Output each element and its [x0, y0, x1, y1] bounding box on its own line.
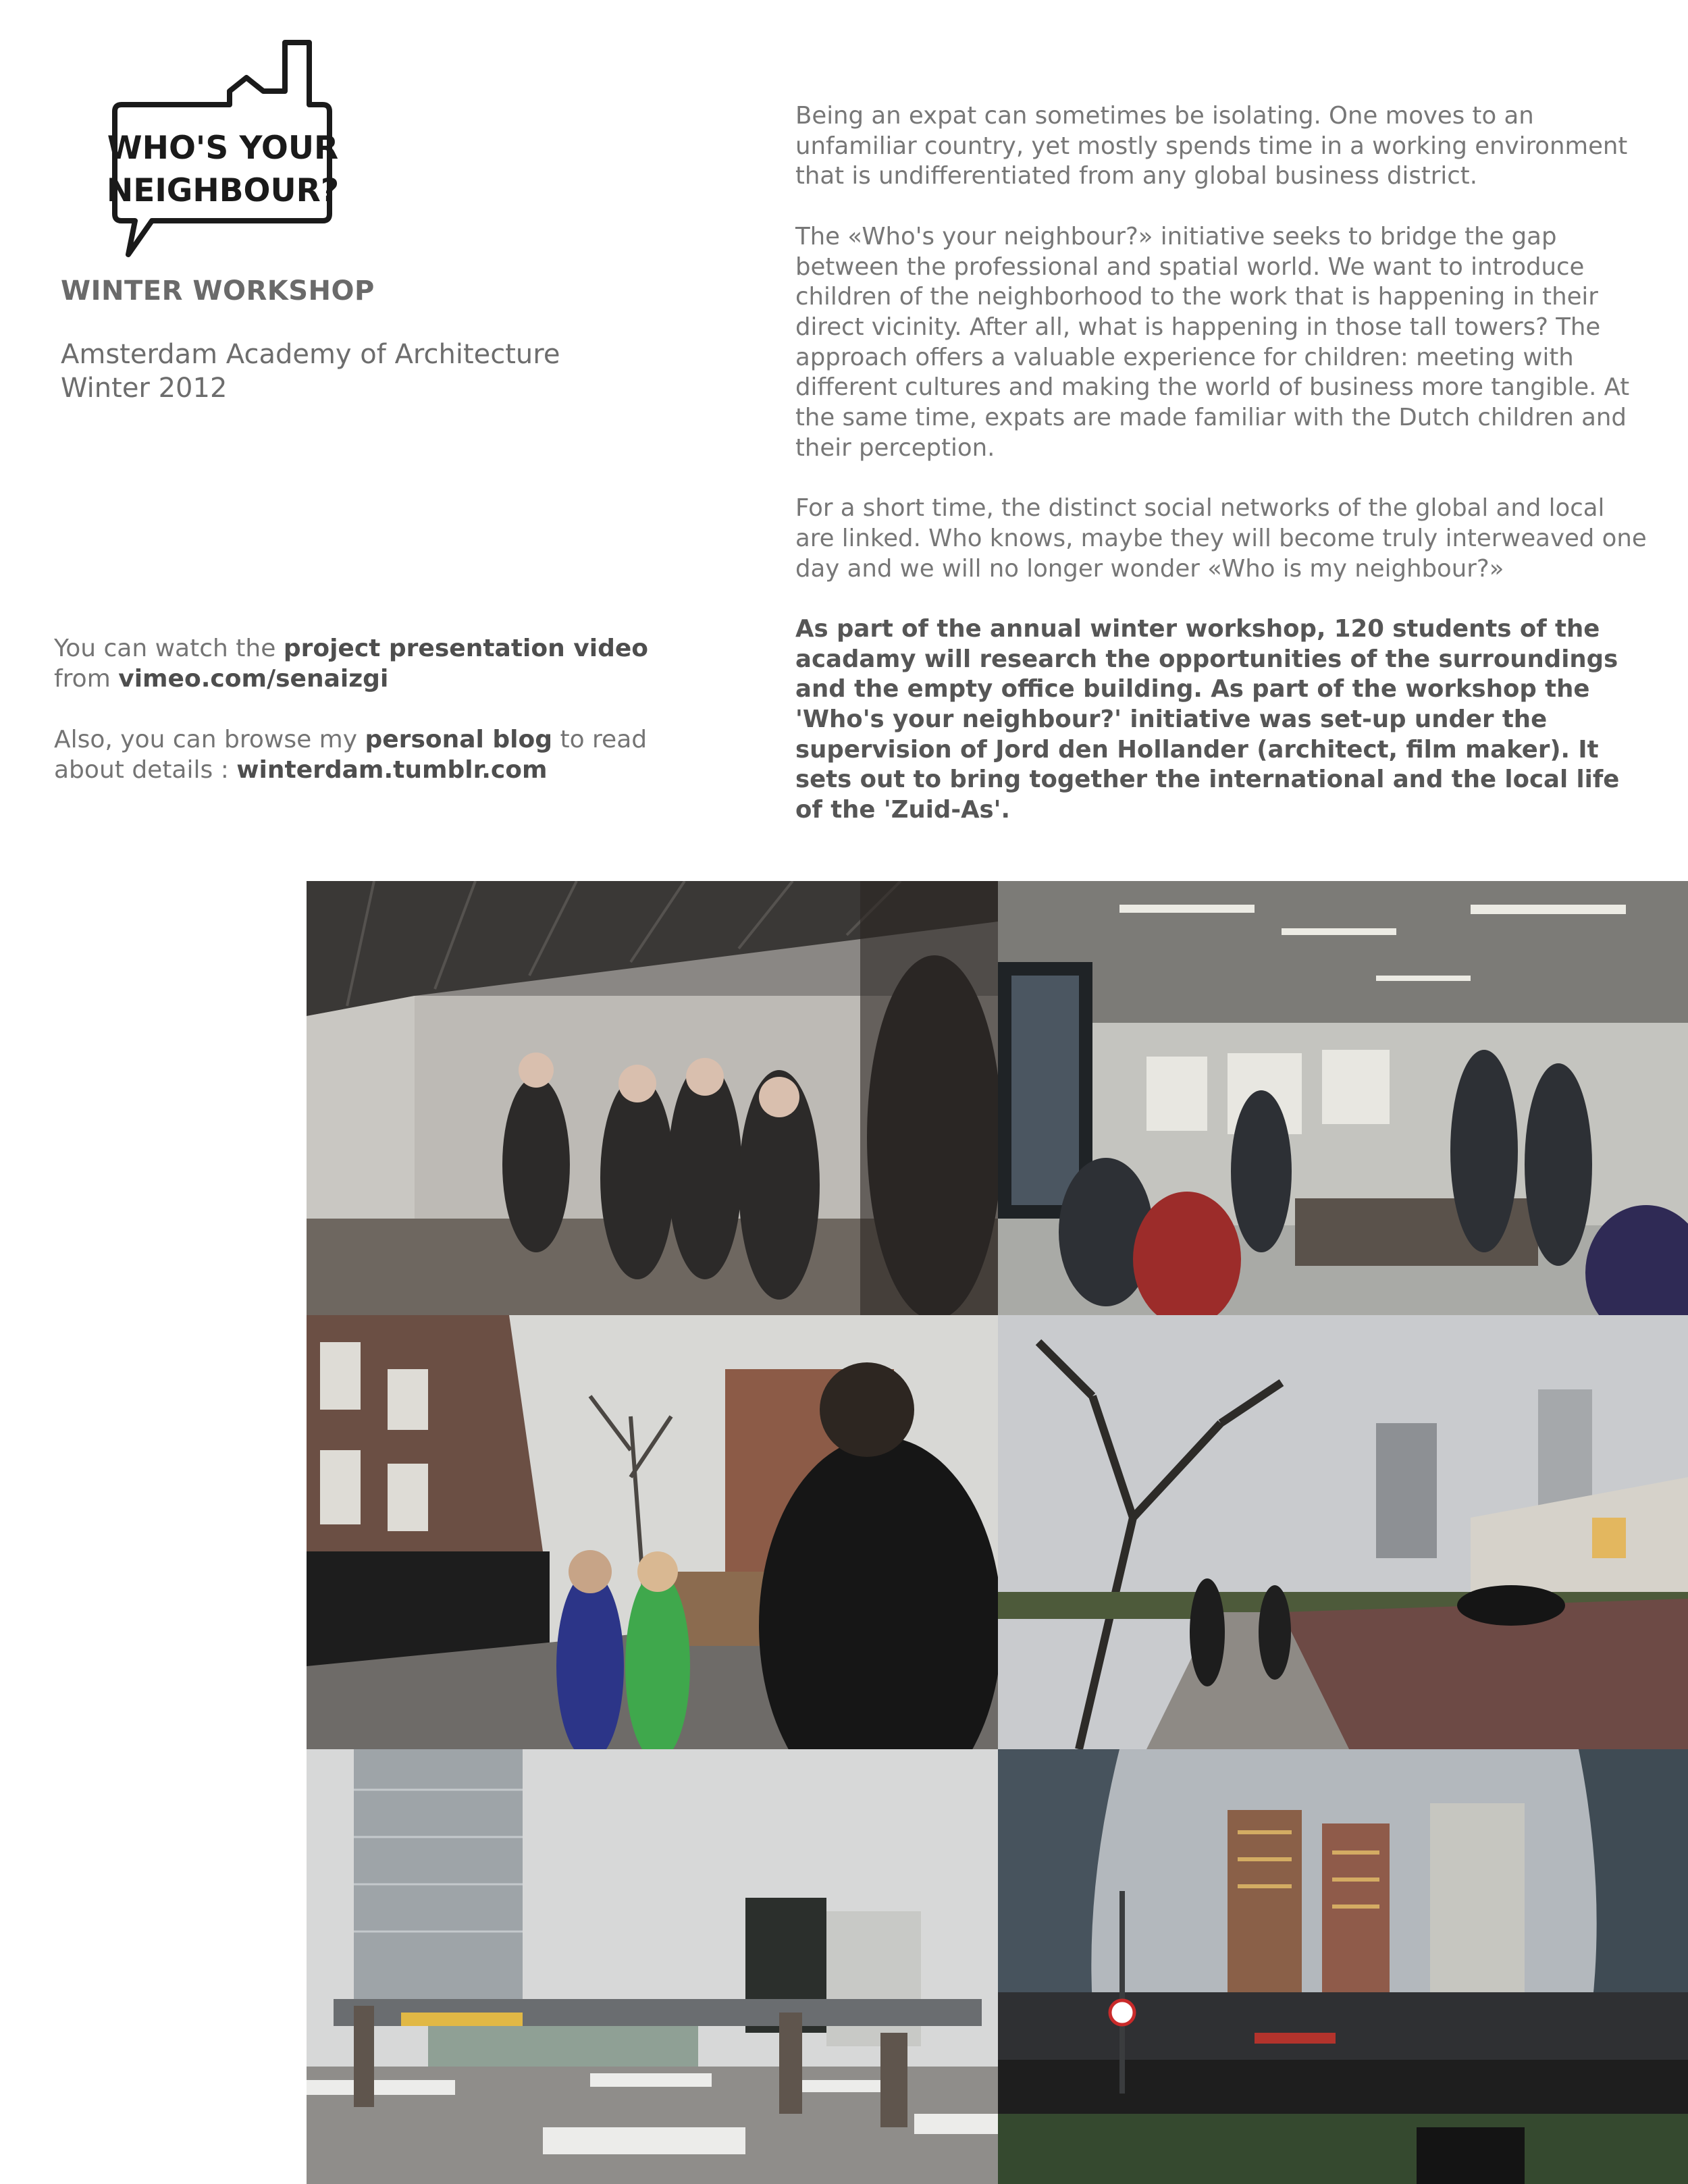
paragraph-1: Being an expat can sometimes be isolating. One moves to an unfamiliar country, yet mostly spends time in a working environment that is undifferentiated from any global business district.: [795, 102, 1628, 190]
academy-info: [61, 338, 560, 405]
blog-note: [54, 724, 675, 785]
photo-square-benches: [307, 1749, 998, 2184]
academy-name: Amsterdam Academy of Architecture: [61, 339, 560, 370]
vimeo-link[interactable]: vimeo.com/senaizgi: [118, 665, 389, 693]
paragraph-2: The «Who's your neighbour?» initiative seeks to bridge the gap between the professional and spatial world. We want to introduce children of the neighborhood to the work that is happening in their direct vicinity. After all, what is happening in those tall towers? The approach offers a valuable experience for children: meeting with different cultures and making the world of business more tangible. At the same time, expats are made familiar with the Dutch children and their perception.: [795, 222, 1630, 462]
photo-zuid-as-towers: [998, 1749, 1688, 2184]
photo-evening-street: [998, 1315, 1688, 1749]
photo-street-children: [307, 1315, 998, 1749]
tumblr-link[interactable]: winterdam.tumblr.com: [236, 756, 548, 784]
logo-line-2: NEIGHBOUR?: [108, 172, 338, 209]
description: [795, 101, 1647, 856]
blog-details: about details :: [54, 756, 237, 784]
paragraph-3: For a short time, the distinct social networks of the global and local are linked. Who knows, maybe they will become truly interweaved one day and we will no longer wonder «Who is my neighbour?»: [795, 494, 1647, 583]
video-note: [54, 633, 675, 694]
photo-office-meeting: [998, 881, 1688, 1315]
blog-link[interactable]: personal blog: [365, 726, 553, 753]
blog-prefix: Also, you can browse my: [54, 726, 365, 753]
video-prefix: You can watch the: [54, 635, 284, 662]
photo-workshop-hall: [307, 881, 998, 1315]
workshop-title: WINTER WORKSHOP: [61, 275, 375, 307]
links-section: [54, 633, 675, 816]
paragraph-4: As part of the annual winter workshop, 120 students of the acadamy will research the opportunities of the surroundings and the empty office building. As part of the workshop the 'Who's your neighbour?' initiative was set-up under the supervision of Jord den Hollander (architect, film maker). It sets out to bring together the international and the local life of the 'Zuid-As'.: [795, 614, 1620, 824]
video-link[interactable]: project presentation video: [283, 635, 648, 662]
logo-line-1: WHO'S YOUR: [108, 130, 338, 167]
whos-your-neighbour-logo: [108, 37, 338, 260]
season: Winter 2012: [61, 373, 228, 404]
photo-grid: [307, 881, 1688, 2184]
video-from: from: [54, 665, 119, 693]
blog-suffix: to read: [552, 726, 648, 753]
